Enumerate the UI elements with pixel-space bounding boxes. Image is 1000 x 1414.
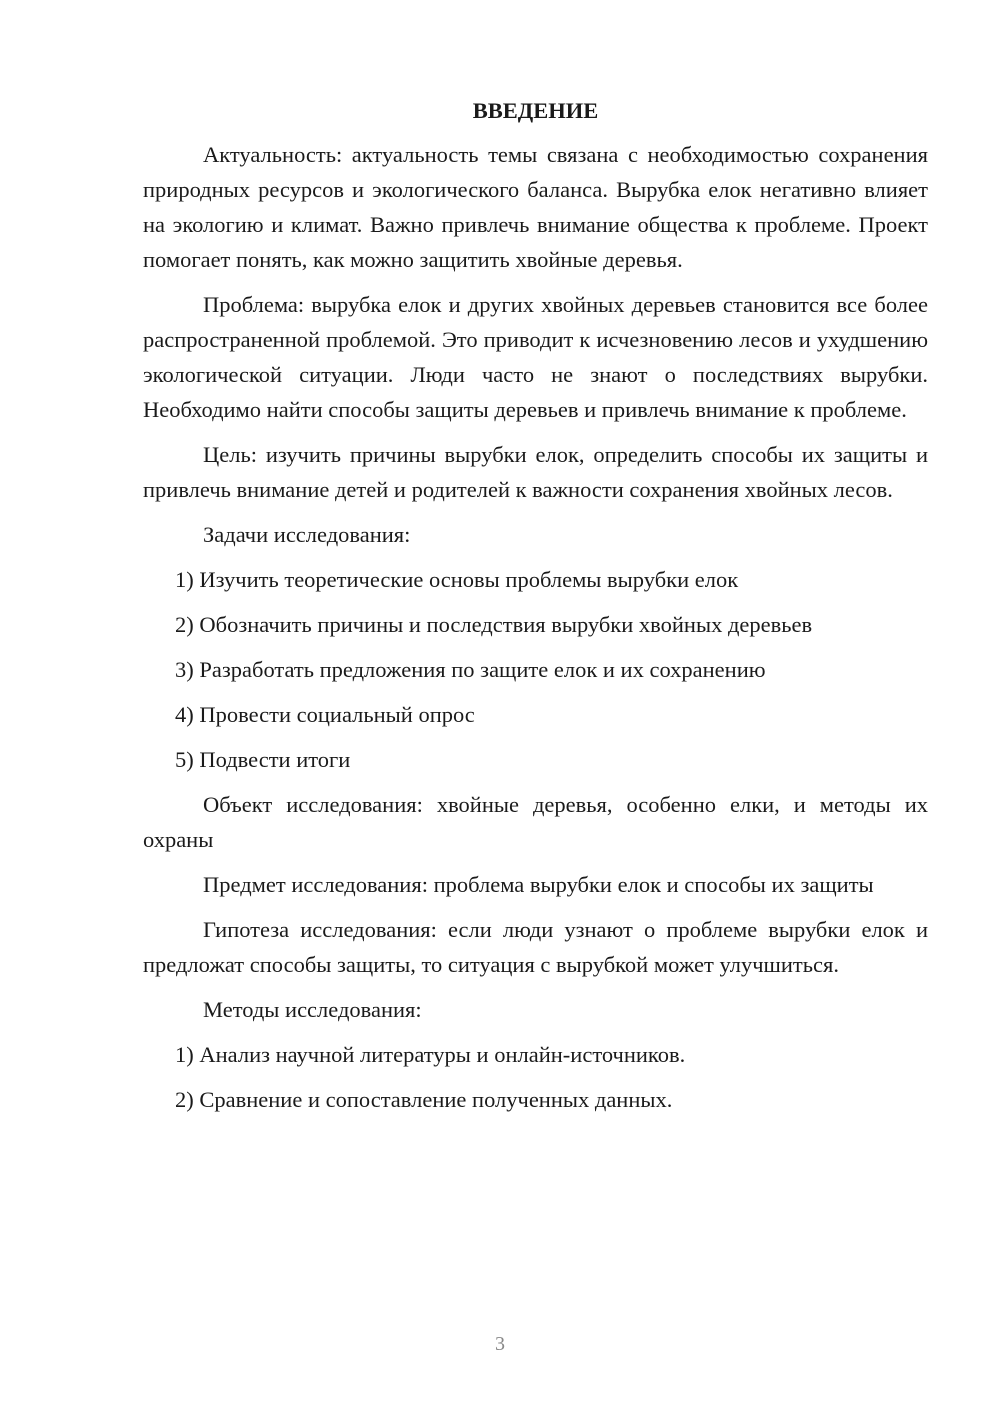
relevance-paragraph: Актуальность: актуальность темы связана с необходимостью сохранения природных ресурсов и экологического баланса. Вырубка елок негативно влияет на экологию и климат. Важно привлечь внимание общества к проблеме. Проект помогает понять, как можно защитить хвойные деревья. <box>143 142 928 272</box>
list-item: 2) Сравнение и сопоставление полученных данных. <box>175 1087 673 1112</box>
object-paragraph: Объект исследования: хвойные деревья, особенно елки, и методы их охраны <box>143 792 928 852</box>
problem-paragraph: Проблема: вырубка елок и других хвойных деревьев становится все более распространенной проблемой. Это приводит к исчезновению лесов и ухудшению экологической ситуации. Люди часто не знают о последствиях вырубки. Необходимо найти способы защиты деревьев и привлечь внимание к проблеме. <box>143 292 928 422</box>
hypothesis-paragraph: Гипотеза исследования: если люди узнают о проблеме вырубки елок и предложат способы защиты, то ситуация с вырубкой может улучшиться. <box>143 917 928 977</box>
list-item: 2) Обозначить причины и последствия вырубки хвойных деревьев <box>175 612 813 637</box>
list-item: 4) Провести социальный опрос <box>175 702 475 727</box>
subject-paragraph: Предмет исследования: проблема вырубки елок и способы их защиты <box>203 872 874 897</box>
page-number: 3 <box>495 1333 505 1355</box>
goal-paragraph: Цель: изучить причины вырубки елок, определить способы их защиты и привлечь внимание детей и родителей к важности сохранения хвойных лесов. <box>143 442 928 502</box>
methods-list <box>143 1037 928 1117</box>
list-item: 1) Изучить теоретические основы проблемы вырубки елок <box>175 567 739 592</box>
page-title: ВВЕДЕНИЕ <box>472 98 599 123</box>
list-item: 1) Анализ научной литературы и онлайн-источников. <box>175 1042 686 1067</box>
document-page <box>143 95 928 1127</box>
list-item: 5) Подвести итоги <box>175 747 351 772</box>
list-item: 3) Разработать предложения по защите елок и их сохранению <box>175 657 766 682</box>
methods-heading: Методы исследования: <box>203 997 422 1022</box>
tasks-heading: Задачи исследования: <box>203 522 411 547</box>
tasks-list <box>143 562 928 777</box>
